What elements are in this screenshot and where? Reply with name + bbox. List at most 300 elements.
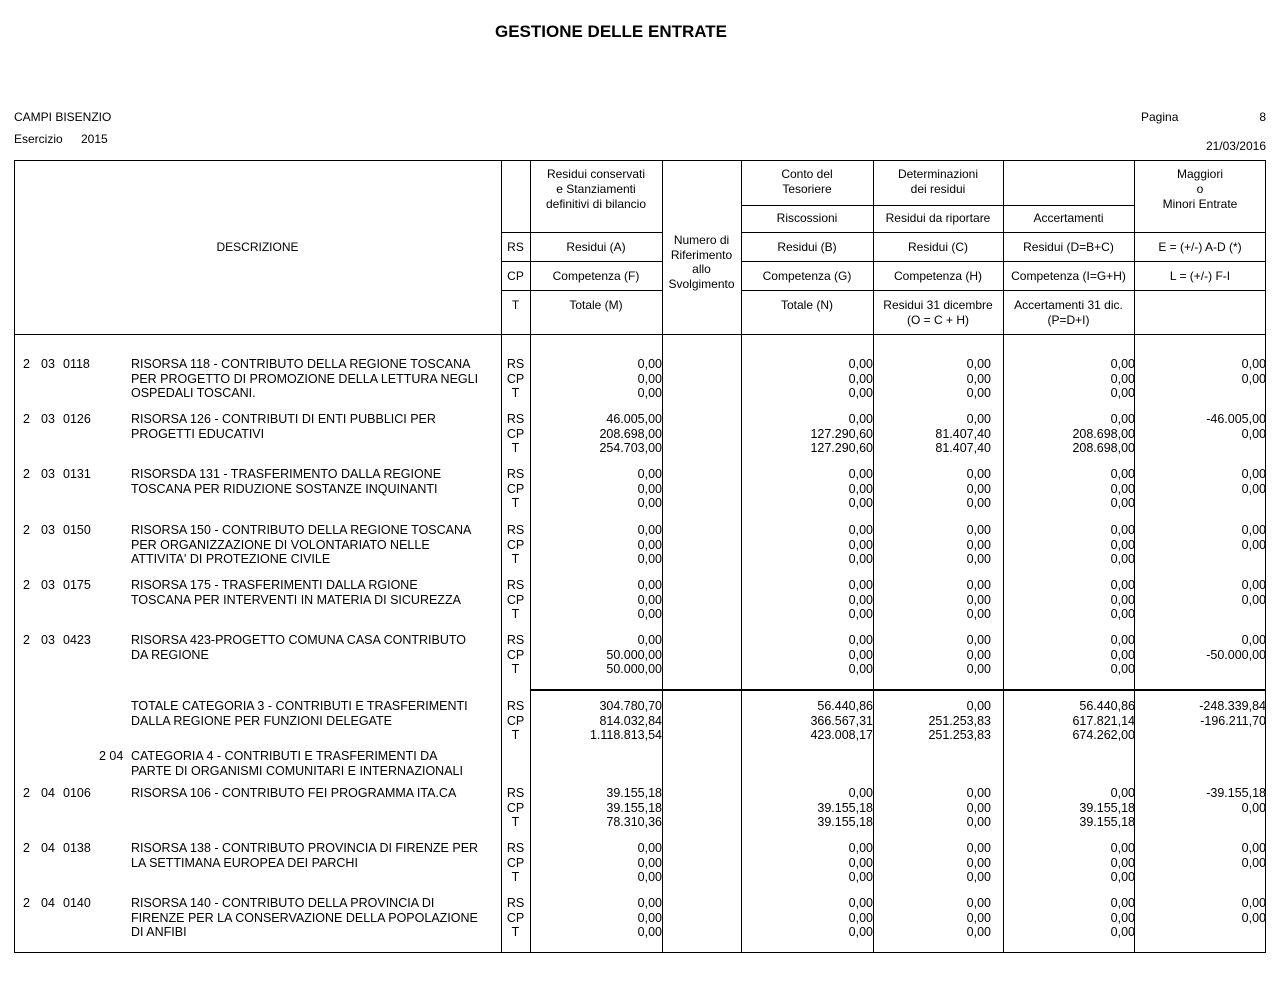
- col-a-title-line: definitivi di bilancio: [545, 197, 647, 211]
- col-d-sub: Accertamenti: [1033, 211, 1104, 225]
- value-col-e-line: 0,00: [1241, 426, 1266, 441]
- numero-rif-line: Riferimento: [670, 247, 733, 262]
- header-line: [741, 290, 1266, 291]
- col-d-residui: Residui (D=B+C): [1023, 240, 1114, 254]
- value-col-d: [1003, 467, 1135, 511]
- col-a-residui: Residui (A): [566, 240, 626, 254]
- risorsa-code: 0106: [63, 786, 91, 800]
- categoria4-title: [131, 749, 463, 778]
- value-col-c-line: 0,00: [966, 662, 991, 676]
- row-tipo-line: T: [511, 607, 520, 621]
- value-col-e: [1134, 467, 1266, 511]
- row-description: [131, 578, 461, 622]
- value-col-b-line: 0,00: [848, 537, 873, 552]
- value-col-b: [741, 578, 873, 622]
- row-tipo: [501, 896, 530, 940]
- row-tipo-line: CP: [506, 537, 525, 552]
- col-e-title: [1134, 167, 1266, 212]
- titolo-code: 2: [23, 578, 30, 592]
- col-c-title-line: Determinazioni: [897, 167, 979, 181]
- row-tipo-line: RS: [506, 633, 525, 647]
- value-col-b-line: 0,00: [848, 786, 873, 800]
- titolo-code: 2: [23, 841, 30, 855]
- value-col-b-line: 0,00: [848, 371, 873, 386]
- row-tipo-line: RS: [506, 786, 525, 800]
- value-col-d-line: 0,00: [1110, 841, 1135, 855]
- value-col-b: [741, 841, 873, 885]
- value-col-c-line: 0,00: [966, 910, 991, 925]
- tipo-t: T: [511, 298, 520, 312]
- value-col-b-line: 0,00: [848, 496, 873, 510]
- col-a-totale: Totale (M): [569, 298, 623, 312]
- tipo-cp: CP: [507, 269, 524, 283]
- value-col-a-line: 0,00: [637, 841, 662, 855]
- value-col-d: [1003, 786, 1135, 830]
- value-col-b-line: 127.290,60: [810, 441, 873, 455]
- col-c-competenza: Competenza (H): [893, 269, 983, 283]
- value-col-c-line: 0,00: [966, 481, 991, 496]
- value-col-c-line: 0,00: [966, 870, 991, 884]
- value-col-e: [1134, 699, 1266, 743]
- row-tipo-line: RS: [506, 357, 525, 371]
- value-col-e: [1134, 786, 1266, 830]
- row-tipo-line: CP: [506, 592, 525, 607]
- row-tipo-line: T: [511, 870, 520, 884]
- value-col-a-line: 1.118.813,54: [589, 728, 662, 742]
- value-col-c: [873, 523, 991, 567]
- row-description-line: [131, 815, 456, 830]
- categoria-code: 03: [41, 523, 55, 537]
- col-c-totale-line: Residui 31 dicembre: [883, 298, 993, 312]
- numero-rif-line: Svolgimento: [668, 276, 735, 291]
- value-col-d-line: 0,00: [1110, 925, 1135, 939]
- col-c-residui: Residui (C): [907, 240, 968, 254]
- col-b-sub: Riscossioni: [776, 211, 838, 225]
- row-tipo-line: CP: [506, 800, 525, 815]
- value-col-a-line: 0,00: [637, 537, 662, 552]
- row-description-line: LA SETTIMANA EUROPEA DEI PARCHI: [131, 855, 358, 870]
- col-b-title-line: Tesoriere: [782, 182, 832, 196]
- header-line: [501, 290, 662, 291]
- value-col-e: [1134, 357, 1266, 401]
- value-col-e: [1134, 412, 1266, 456]
- value-col-a: [530, 357, 662, 401]
- value-col-e-line: 0,00: [1241, 371, 1266, 386]
- value-col-e-line: 0,00: [1241, 633, 1266, 647]
- value-col-e-line: 0,00: [1241, 841, 1266, 855]
- value-col-e-line: 0,00: [1241, 523, 1266, 537]
- value-col-d-line: 0,00: [1110, 662, 1135, 676]
- header-line: [741, 232, 1266, 233]
- value-col-d-line: 0,00: [1110, 578, 1135, 592]
- row-description-line: PER ORGANIZZAZIONE DI VOLONTARIATO NELLE: [131, 537, 430, 552]
- row-description-line: [131, 728, 468, 743]
- report-date: 21/03/2016: [1205, 139, 1266, 153]
- categoria-code: 03: [41, 357, 55, 371]
- row-description: [131, 896, 478, 940]
- value-col-c-line: 251.253,83: [928, 728, 991, 742]
- row-tipo-line: RS: [506, 523, 525, 537]
- row-description-line: RISORSA 126 - CONTRIBUTI DI ENTI PUBBLICI PER: [131, 412, 436, 426]
- value-col-b-line: 0,00: [848, 386, 873, 400]
- value-col-d: [1003, 633, 1135, 677]
- value-col-b-line: 423.008,17: [810, 728, 873, 742]
- table-row: [0, 412, 1280, 457]
- table-row: [0, 578, 1280, 623]
- col-c-totale: [873, 298, 1003, 328]
- value-col-a: [530, 467, 662, 511]
- col-e-title-line: Maggiori: [1176, 167, 1224, 181]
- value-col-c-line: 81.407,40: [935, 441, 991, 455]
- value-col-d-line: 0,00: [1110, 786, 1135, 800]
- value-col-a-line: 0,00: [637, 870, 662, 884]
- row-description: [131, 357, 478, 401]
- value-col-a-line: 39.155,18: [606, 800, 662, 815]
- value-col-b-line: 0,00: [848, 841, 873, 855]
- value-col-e-line: -248.339,84: [1199, 699, 1266, 713]
- value-col-d-line: 39.155,18: [1079, 815, 1135, 829]
- row-description-line: [131, 870, 478, 885]
- value-col-c-line: 0,00: [966, 633, 991, 647]
- value-col-c-line: 0,00: [966, 699, 991, 713]
- value-col-b-line: 0,00: [848, 855, 873, 870]
- value-col-e-line: [1134, 552, 1266, 567]
- col-e-residui: E = (+/-) A-D (*): [1158, 240, 1242, 254]
- value-col-e-line: [1134, 386, 1266, 401]
- value-col-e-line: 0,00: [1241, 578, 1266, 592]
- value-col-a-line: 0,00: [637, 633, 662, 647]
- value-col-c: [873, 412, 991, 456]
- categoria-code: 03: [41, 578, 55, 592]
- risorsa-code: 0118: [63, 357, 90, 371]
- row-tipo: [501, 578, 530, 622]
- row-description: [131, 699, 468, 743]
- row-tipo-line: CP: [506, 371, 525, 386]
- col-c-title-line: dei residui: [910, 182, 966, 196]
- esercizio-label: Esercizio: [14, 132, 63, 146]
- row-description: [131, 412, 436, 456]
- row-description-line: RISORSA 150 - CONTRIBUTO DELLA REGIONE TOSCANA: [131, 523, 472, 537]
- value-col-d-line: 0,00: [1110, 371, 1135, 386]
- row-description-line: RISORSA 140 - CONTRIBUTO DELLA PROVINCIA DI: [131, 896, 435, 910]
- header-line: [741, 205, 1134, 206]
- value-col-c-line: 0,00: [966, 896, 991, 910]
- value-col-a: [530, 896, 662, 940]
- value-col-b: [741, 699, 873, 743]
- row-description-line: RISORSA 175 - TRASFERIMENTI DALLA RGIONE: [131, 578, 418, 592]
- value-col-d-line: 208.698,00: [1072, 426, 1135, 441]
- value-col-c-line: 0,00: [966, 357, 991, 371]
- risorsa-code: 0150: [63, 523, 91, 537]
- value-col-a-line: 0,00: [637, 481, 662, 496]
- value-col-a-line: 0,00: [637, 357, 662, 371]
- row-tipo: [501, 523, 530, 567]
- numero-rif-line: allo: [692, 262, 711, 276]
- value-col-a: [530, 841, 662, 885]
- titolo-code: 2: [23, 357, 30, 371]
- value-col-e-line: 0,00: [1241, 537, 1266, 552]
- value-col-b-line: 366.567,31: [810, 713, 873, 728]
- value-col-e: [1134, 633, 1266, 677]
- table-row: [0, 467, 1280, 512]
- value-col-c-line: 0,00: [966, 496, 991, 510]
- value-col-d-line: 39.155,18: [1079, 800, 1135, 815]
- value-col-a-line: 0,00: [637, 592, 662, 607]
- value-col-c-line: 0,00: [966, 815, 991, 829]
- col-a-title: [530, 167, 662, 212]
- row-tipo: [501, 699, 530, 743]
- value-col-b-line: 0,00: [848, 523, 873, 537]
- titolo-code: 2: [23, 412, 30, 426]
- row-tipo: [501, 841, 530, 885]
- value-col-d-line: 0,00: [1110, 870, 1135, 884]
- table-row: [0, 357, 1280, 402]
- row-tipo: [501, 412, 530, 456]
- value-col-b-line: 127.290,60: [810, 426, 873, 441]
- value-col-e: [1134, 523, 1266, 567]
- value-col-e-line: -50.000,00: [1206, 647, 1266, 662]
- row-tipo: [501, 786, 530, 830]
- header-line: [501, 261, 662, 262]
- col-descrizione: DESCRIZIONE: [216, 240, 299, 254]
- value-col-e-line: 0,00: [1241, 467, 1266, 481]
- value-col-b-line: 0,00: [848, 552, 873, 566]
- row-description: [131, 523, 471, 567]
- row-tipo-line: T: [511, 441, 520, 455]
- value-col-e-line: [1134, 870, 1266, 885]
- value-col-b: [741, 467, 873, 511]
- value-col-a-line: 0,00: [637, 552, 662, 566]
- value-col-a-line: 0,00: [637, 896, 662, 910]
- row-description-line: RISORSA 423-PROGETTO COMUNA CASA CONTRIBUTO: [131, 633, 467, 647]
- value-col-d: [1003, 578, 1135, 622]
- row-description-line: TOTALE CATEGORIA 3 - CONTRIBUTI E TRASFERIMENTI: [131, 699, 468, 713]
- value-col-e-line: [1134, 607, 1266, 622]
- value-col-c-line: 81.407,40: [935, 426, 991, 441]
- value-col-a: [530, 699, 662, 743]
- value-col-e-line: [1134, 441, 1266, 456]
- risorsa-code: 0140: [63, 896, 91, 910]
- row-tipo: [501, 357, 530, 401]
- value-col-b: [741, 786, 873, 830]
- value-col-e-line: 0,00: [1241, 896, 1266, 910]
- value-col-e-line: [1134, 925, 1266, 940]
- esercizio-value: 2015: [81, 132, 108, 146]
- col-a-competenza: Competenza (F): [552, 269, 640, 283]
- value-col-c-line: 0,00: [966, 841, 991, 855]
- value-col-a: [530, 523, 662, 567]
- row-description-line: RISORSA 138 - CONTRIBUTO PROVINCIA DI FIRENZE PER: [131, 841, 479, 855]
- value-col-d-line: 0,00: [1110, 467, 1135, 481]
- pagina-value: 8: [1259, 110, 1266, 124]
- col-c-totale-line: (O = C + H): [906, 313, 969, 327]
- table-row: [0, 633, 1280, 678]
- value-col-b-line: 39.155,18: [817, 800, 873, 815]
- value-col-b-line: 0,00: [848, 647, 873, 662]
- row-description-line: PER PROGETTO DI PROMOZIONE DELLA LETTURA NEGLI: [131, 371, 479, 386]
- value-col-b: [741, 896, 873, 940]
- value-col-a: [530, 412, 662, 456]
- row-tipo-line: CP: [506, 855, 525, 870]
- row-tipo-line: RS: [506, 578, 525, 592]
- value-col-d-line: 0,00: [1110, 607, 1135, 621]
- row-tipo-line: T: [511, 552, 520, 566]
- row-tipo-line: CP: [506, 910, 525, 925]
- value-col-c: [873, 841, 991, 885]
- row-description-line: DI ANFIBI: [131, 925, 187, 939]
- value-col-c-line: 0,00: [966, 786, 991, 800]
- pagina-label: Pagina: [1141, 110, 1179, 124]
- value-col-c: [873, 896, 991, 940]
- value-col-a-line: 78.310,36: [606, 815, 662, 829]
- value-col-c: [873, 699, 991, 743]
- header-line: [501, 232, 662, 233]
- value-col-e-line: -39.155,18: [1206, 786, 1266, 800]
- value-col-b-line: 0,00: [848, 633, 873, 647]
- row-description-line: TOSCANA PER INTERVENTI IN MATERIA DI SICUREZZA: [131, 592, 461, 607]
- value-col-e-line: 0,00: [1241, 592, 1266, 607]
- value-col-b-line: 0,00: [848, 925, 873, 939]
- value-col-e: [1134, 578, 1266, 622]
- categoria4-line: PARTE DI ORGANISMI COMUNITARI E INTERNAZIONALI: [131, 763, 463, 778]
- row-tipo-line: T: [511, 815, 520, 829]
- row-description-line: RISORSA 118 - CONTRIBUTO DELLA REGIONE TOSCANA: [131, 357, 471, 371]
- value-col-c-line: 0,00: [966, 537, 991, 552]
- value-col-d-line: 0,00: [1110, 523, 1135, 537]
- titolo-code: 2: [23, 896, 30, 910]
- value-col-d-line: 0,00: [1110, 496, 1135, 510]
- value-col-e-line: -196.211,70: [1200, 713, 1266, 728]
- row-description: [131, 841, 478, 885]
- value-col-a-line: 50.000,00: [606, 662, 662, 676]
- value-col-a-line: 0,00: [637, 578, 662, 592]
- value-col-b-line: 0,00: [848, 481, 873, 496]
- risorsa-code: 0423: [63, 633, 91, 647]
- value-col-d-line: 0,00: [1110, 357, 1135, 371]
- value-col-e-line: [1134, 496, 1266, 511]
- value-col-b-line: 0,00: [848, 467, 873, 481]
- value-col-e: [1134, 896, 1266, 940]
- value-col-a-line: 46.005,00: [606, 412, 662, 426]
- value-col-d-line: 0,00: [1110, 537, 1135, 552]
- row-description-line: DA REGIONE: [131, 647, 209, 662]
- row-description-line: [131, 441, 436, 456]
- row-description: [131, 633, 466, 677]
- value-col-d-line: 0,00: [1110, 647, 1135, 662]
- col-d-totale-line: Accertamenti 31 dic.: [1014, 298, 1123, 312]
- value-col-b-line: 0,00: [848, 662, 873, 676]
- value-col-e-line: -46.005,00: [1206, 412, 1266, 426]
- value-col-a-line: 0,00: [637, 925, 662, 939]
- value-col-e-line: [1134, 728, 1266, 743]
- value-col-d: [1003, 699, 1135, 743]
- table-row: [0, 786, 1280, 831]
- col-numero-rif: [662, 233, 741, 291]
- value-col-e: [1134, 841, 1266, 885]
- row-tipo-line: RS: [506, 467, 525, 481]
- value-col-d: [1003, 841, 1135, 885]
- row-tipo-line: T: [511, 662, 520, 676]
- value-col-b-line: 56.440,86: [817, 699, 873, 713]
- value-col-a-line: 208.698,00: [599, 426, 662, 441]
- value-col-c-line: 0,00: [966, 371, 991, 386]
- col-b-competenza: Competenza (G): [762, 269, 852, 283]
- row-description-line: RISORSDA 131 - TRASFERIMENTO DALLA REGIONE: [131, 467, 442, 481]
- value-col-a-line: 0,00: [637, 910, 662, 925]
- risorsa-code: 0138: [63, 841, 91, 855]
- value-col-d-line: 0,00: [1110, 910, 1135, 925]
- value-col-c: [873, 467, 991, 511]
- row-tipo-line: RS: [506, 412, 525, 426]
- row-description-line: ATTIVITA' DI PROTEZIONE CIVILE: [131, 552, 331, 566]
- row-description: [131, 467, 441, 511]
- value-col-e-line: [1134, 662, 1266, 677]
- row-description-line: DALLA REGIONE PER FUNZIONI DELEGATE: [131, 713, 392, 728]
- col-c-sub: Residui da riportare: [885, 211, 991, 225]
- value-col-b: [741, 412, 873, 456]
- total-separator: [530, 689, 1266, 691]
- value-col-d-line: 0,00: [1110, 481, 1135, 496]
- value-col-a-line: 254.703,00: [599, 441, 662, 455]
- row-tipo-line: CP: [506, 713, 525, 728]
- value-col-d: [1003, 896, 1135, 940]
- categoria-code: 04: [41, 786, 55, 800]
- row-tipo: [501, 467, 530, 511]
- row-tipo-line: T: [511, 728, 520, 742]
- row-description-line: [131, 801, 456, 816]
- col-e-title-line: Minori Entrate: [1162, 197, 1238, 211]
- row-description-line: RISORSA 106 - CONTRIBUTO FEI PROGRAMMA ITA.CA: [131, 786, 457, 800]
- titolo-code: 2: [23, 633, 30, 647]
- value-col-b-line: 0,00: [848, 910, 873, 925]
- value-col-c-line: 0,00: [966, 523, 991, 537]
- row-description-line: OSPEDALI TOSCANI.: [131, 386, 256, 400]
- row-tipo-line: CP: [506, 481, 525, 496]
- risorsa-code: 0175: [63, 578, 91, 592]
- value-col-d-line: 208.698,00: [1072, 441, 1135, 455]
- col-b-totale: Totale (N): [780, 298, 833, 312]
- value-col-b-line: 0,00: [848, 412, 873, 426]
- value-col-c: [873, 633, 991, 677]
- value-col-e-line: 0,00: [1241, 481, 1266, 496]
- value-col-e-line: 0,00: [1241, 357, 1266, 371]
- table-row: [0, 896, 1280, 941]
- numero-rif-line: Numero di: [673, 233, 730, 247]
- row-description-line: PROGETTI EDUCATIVI: [131, 426, 265, 441]
- value-col-d-line: 0,00: [1110, 386, 1135, 400]
- value-col-c-line: 0,00: [966, 467, 991, 481]
- value-col-c-line: 0,00: [966, 386, 991, 400]
- titolo-code: 2: [23, 523, 30, 537]
- value-col-c-line: 0,00: [966, 578, 991, 592]
- row-tipo-line: CP: [506, 647, 525, 662]
- value-col-a-line: 0,00: [637, 607, 662, 621]
- value-col-c: [873, 786, 991, 830]
- col-b-title: [741, 167, 873, 197]
- value-col-a-line: 0,00: [637, 386, 662, 400]
- categoria4-line: CATEGORIA 4 - CONTRIBUTI E TRASFERIMENTI DA: [131, 749, 438, 763]
- col-d-competenza: Competenza (I=G+H): [1011, 269, 1126, 283]
- value-col-c-line: 0,00: [966, 800, 991, 815]
- value-col-b-line: 0,00: [848, 870, 873, 884]
- value-col-c: [873, 357, 991, 401]
- row-description-line: FIRENZE PER LA CONSERVAZIONE DELLA POPOLAZIONE: [131, 910, 478, 925]
- row-tipo-line: RS: [506, 699, 525, 713]
- value-col-a-line: 0,00: [637, 496, 662, 510]
- table-row: [0, 523, 1280, 568]
- row-description-line: TOSCANA PER RIDUZIONE SOSTANZE INQUINANTI: [131, 481, 438, 496]
- value-col-a: [530, 578, 662, 622]
